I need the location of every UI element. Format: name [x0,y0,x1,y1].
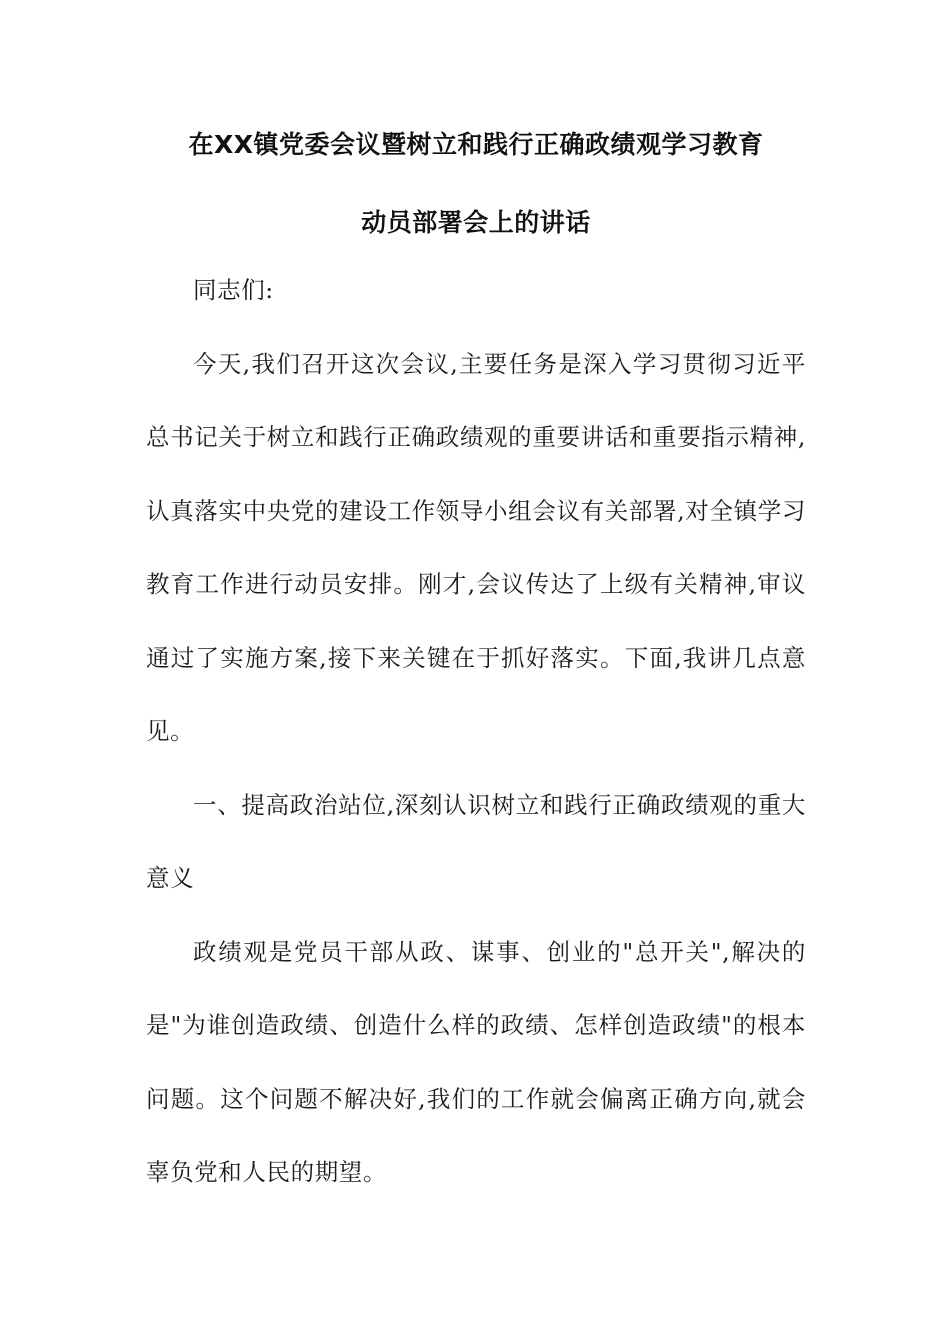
document-title-line1: 在XX镇党委会议暨树立和践行正确政绩观学习教育 [188,130,764,159]
section-heading-one: 一、提高政治站位,深刻认识树立和践行正确政绩观的重大意义 [146,790,806,892]
paragraph-intro: 今天,我们召开这次会议,主要任务是深入学习贯彻习近平总书记关于树立和践行正确政绩观的重要讲话和重要指示精神,认真落实中央党的建设工作领导小组会议有关部署,对全镇学习教育工作进行动员安排。刚才,会议传达了上级有关精神,审议通过了实施方案,接下来关键在于抓好落实。下面,我讲几点意见。 [146,349,806,745]
document-page [146,110,806,1210]
document-body [146,254,806,1210]
paragraph-significance: 政绩观是党员干部从政、谋事、创业的"总开关",解决的是"为谁创造政绩、创造什么样的政绩、怎样创造政绩"的根本问题。这个问题不解决好,我们的工作就会偏离正确方向,就会辜负党和人民的期望。 [146,937,806,1186]
greeting: 同志们: [193,276,274,304]
document-title-line2: 动员部署会上的讲话 [361,208,591,237]
